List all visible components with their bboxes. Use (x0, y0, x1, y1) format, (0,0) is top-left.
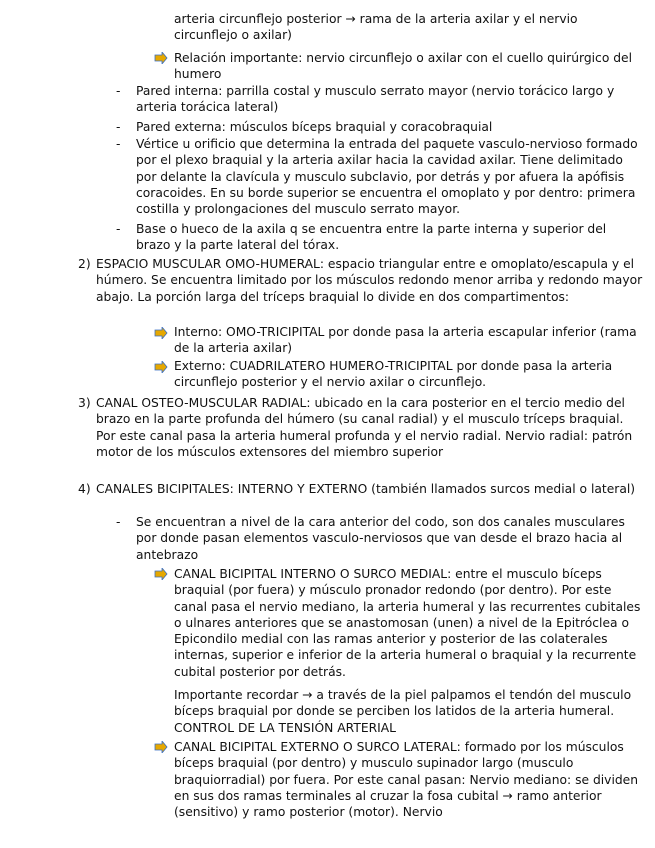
canal-interno-note: Importante recordar → a través de la piel palpamos el tendón del musculo bíceps braquial por donde se perciben los latidos de la arteria humeral. CONTROL DE LA TENSIÓN ARTERIAL (174, 688, 632, 735)
arrow-bullet-icon (154, 52, 170, 64)
top-continuation: arteria circunflejo posterior → rama de la arteria axilar y el nervio circunflejo o axilar) (174, 12, 578, 43)
arrow-bullet-icon (154, 741, 170, 753)
dash-marker: - (116, 515, 121, 529)
arrow-bullet-icon (154, 327, 170, 339)
section4-text: CANALES BICIPITALES: INTERNO Y EXTERNO (también llamados surcos medial o lateral) (96, 482, 636, 496)
section4-sub-text: Se encuentran a nivel de la cara anterior del codo, son dos canales musculares por donde pasan elementos vasculo-nerviosos que van desde el brazo hacia al antebrazo (136, 515, 625, 562)
canal-interno-text: CANAL BICIPITAL INTERNO O SURCO MEDIAL: entre el musculo bíceps braquial (por fuera) y músculo pronador redondo (por dentro). Por este canal pasa el nervio mediano, la arteria humeral y las recurrentes cubitales o ulnares anteriores que se anastomosan (unen) a nivel de la Epitróclea o Epicondilo medial con las ramas anterior y posterior de las colaterales internas, superior e inferior de la arteria humeral o braquial y la recurrente cubital posterior por detrás. (174, 567, 641, 679)
dash-marker: - (116, 120, 121, 134)
section-number: 2) (78, 257, 91, 271)
section2-item-interno: Interno: OMO-TRICIPITAL por donde pasa la arteria escapular inferior (rama de la arteria axilar) (174, 325, 637, 356)
wall-base: Base o hueco de la axila q se encuentra entre la parte interna y superior del brazo y la parte lateral del tórax. (136, 222, 607, 253)
section-number: 4) (78, 482, 91, 496)
wall-interna: Pared interna: parrilla costal y musculo serrato mayor (nervio torácico largo y arteria torácica lateral) (136, 84, 615, 115)
dash-marker: - (116, 84, 121, 98)
section3-text: CANAL OSTEO-MUSCULAR RADIAL: ubicado en la cara posterior en el tercio medio del brazo en la parte profunda del húmero (su canal radial) y el musculo tríceps braquial. Por este canal pasa la arteria humeral profunda y el nervio radial. Nervio radial: patrón motor de los músculos extensores del miembro superior (96, 396, 633, 459)
dash-marker: - (116, 137, 121, 151)
canal-externo-text: CANAL BICIPITAL EXTERNO O SURCO LATERAL: formado por los músculos bíceps braquial (por dentro) y musculo supinador largo (musculo braquiorradial) por fuera. Por este canal pasan: Nervio mediano: se dividen en sus dos ramas terminales al cruzar la fosa cubital → ramo anterior (sensitivo) y ramo posterior (motor). Nervio (174, 740, 639, 820)
relacion-item: Relación importante: nervio circunflejo o axilar con el cuello quirúrgico del humero (174, 51, 633, 82)
dash-marker: - (116, 222, 121, 236)
section2-text: ESPACIO MUSCULAR OMO-HUMERAL: espacio triangular entre e omoplato/escapula y el húmero. Se encuentra limitado por los músculos redondo menor arriba y redondo mayor abajo. La porción larga del tríceps braquial lo divide en dos compartimentos: (96, 257, 643, 304)
arrow-bullet-icon (154, 568, 170, 580)
arrow-bullet-icon (154, 361, 170, 373)
wall-externa: Pared externa: músculos bíceps braquial y coracobraquial (136, 120, 493, 134)
wall-vertice: Vértice u orificio que determina la entrada del paquete vasculo-nervioso formado por el plexo braquial y la arteria axilar hacia la cavidad axilar. Tiene delimitado por delante la clavícula y musculo subclavio, por detrás y por afuera la apófisis coracoides. En su borde superior se encuentra el omoplato y por dentro: primera costilla y prolongaciones del musculo serrato mayor. (136, 137, 638, 217)
section-number: 3) (78, 396, 91, 410)
section2-item-externo: Externo: CUADRILATERO HUMERO-TRICIPITAL por donde pasa la arteria circunflejo posterior y el nervio axilar o circunflejo. (174, 359, 613, 390)
